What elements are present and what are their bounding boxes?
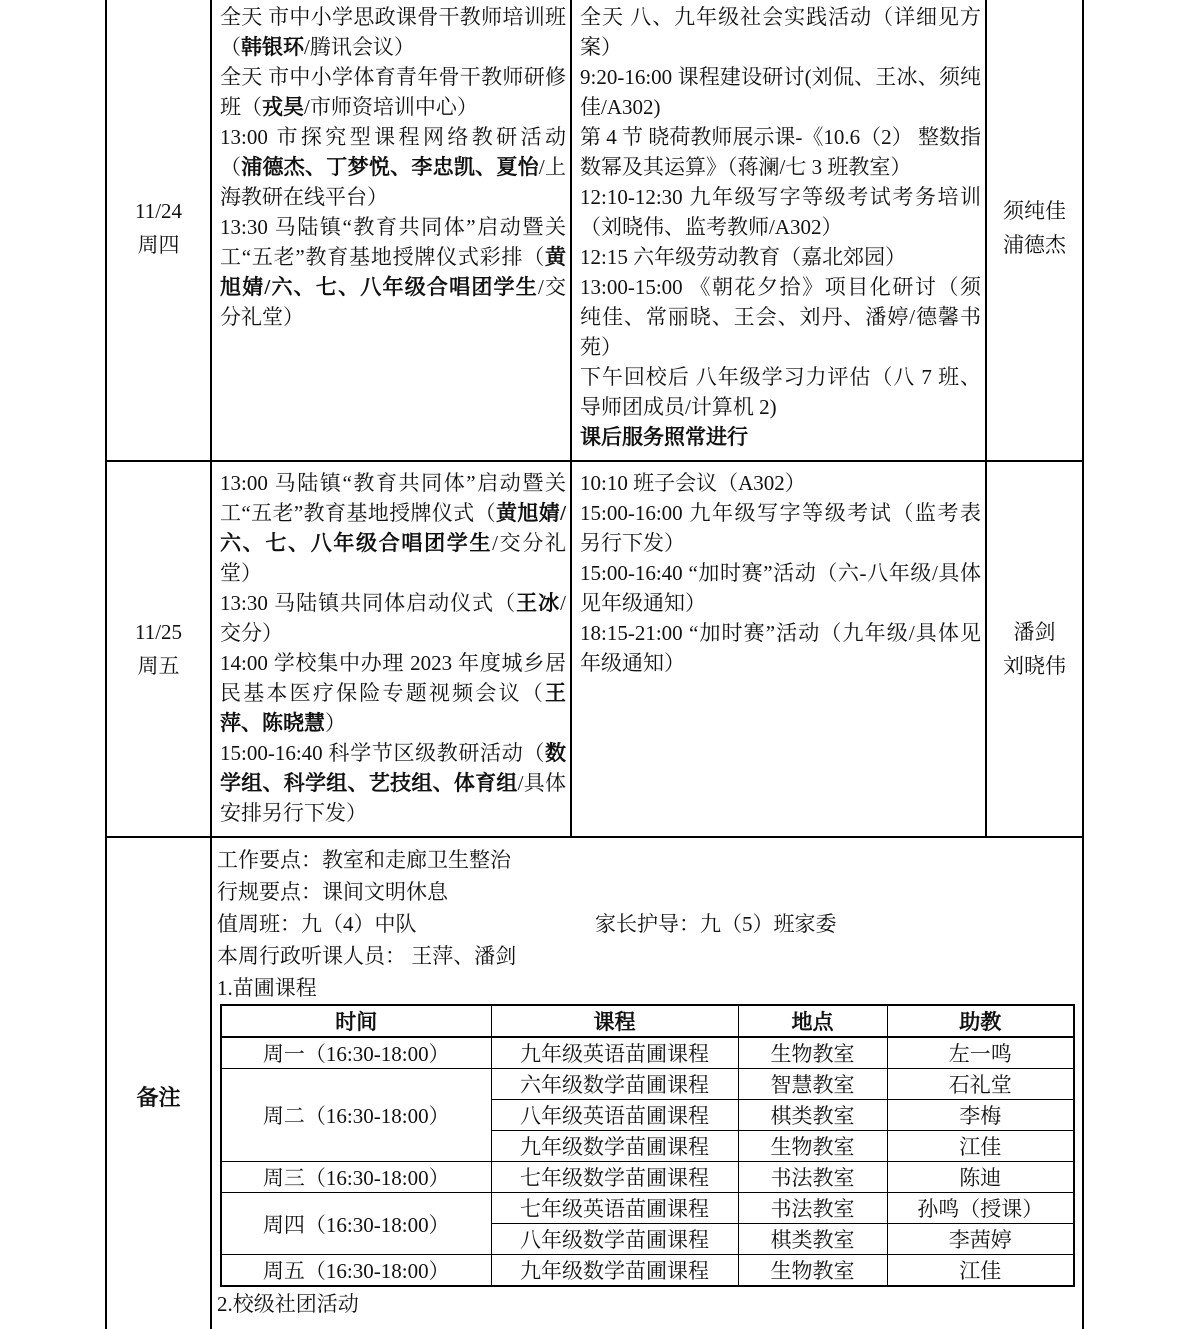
cell-course: 七年级数学苗圃课程 <box>491 1162 738 1193</box>
schedule-entry: 15:00-16:40 科学节区级教研活动（数学组、科学组、艺技组、体育组/具体安排另行下发） <box>220 741 566 825</box>
activities-column-2-thursday <box>572 0 987 460</box>
cell-assistant: 李茜婷 <box>887 1224 1074 1255</box>
cell-place: 棋类教室 <box>738 1224 887 1255</box>
header-time: 时间 <box>221 1005 491 1037</box>
cell-place: 生物教室 <box>738 1131 887 1162</box>
schedule-entry: 13:00-15:00 《朝花夕拾》项目化研讨（须纯佳、常丽晓、王会、刘丹、潘婷/德馨书苑） <box>580 275 981 359</box>
cell-course: 七年级英语苗圃课程 <box>491 1193 738 1224</box>
activities-column-2-friday <box>572 462 987 836</box>
date-cell-friday <box>107 462 212 836</box>
schedule-entry: 全天 八、九年级社会实践活动（详细见方案） <box>580 5 981 59</box>
duty-staff-cell-thursday <box>987 0 1082 460</box>
cell-time: 周二（16:30-18:00） <box>221 1069 491 1162</box>
cell-course: 九年级数学苗圃课程 <box>491 1131 738 1162</box>
schedule-entry: 13:30 马陆镇共同体启动仪式（王冰/交分） <box>220 591 566 645</box>
schedule-entry: 9:20-16:00 课程建设研讨(刘侃、王冰、须纯佳/A302) <box>580 65 981 119</box>
cell-assistant: 左一鸣 <box>887 1037 1074 1069</box>
schedule-entry: 全天 市中小学思政课骨干教师培训班（韩银环/腾讯会议） <box>220 5 566 59</box>
nursery-course-title: 1.苗圃课程 <box>217 976 317 1000</box>
cell-place: 书法教室 <box>738 1162 887 1193</box>
schedule-entry: 15:00-16:40 “加时赛”活动（六-八年级/具体见年级通知） <box>580 561 981 615</box>
cell-course: 八年级英语苗圃课程 <box>491 1100 738 1131</box>
note-work-point: 工作要点：教室和走廊卫生整治 <box>217 848 511 872</box>
cell-place: 棋类教室 <box>738 1100 887 1131</box>
header-place: 地点 <box>738 1005 887 1037</box>
table-row <box>221 1162 1074 1193</box>
notes-row <box>107 838 1082 1329</box>
duty-staff-cell-friday <box>987 462 1082 836</box>
duty-staff-name: 刘晓伟 <box>1003 654 1066 678</box>
notes-label-cell <box>107 838 212 1329</box>
nursery-header-row <box>221 1005 1074 1037</box>
note-duty-and-escort <box>217 908 1075 940</box>
cell-place: 智慧教室 <box>738 1069 887 1100</box>
date-cell-thursday <box>107 0 212 460</box>
header-assistant: 助教 <box>887 1005 1074 1037</box>
note-duty-class: 值周班：九（4）中队 <box>217 912 417 936</box>
activities-column-1-friday <box>212 462 572 836</box>
cell-time: 周三（16:30-18:00） <box>221 1162 491 1193</box>
schedule-entry: 课后服务照常进行 <box>580 425 748 449</box>
cell-assistant: 孙鸣（授课） <box>887 1193 1074 1224</box>
cell-assistant: 江佳 <box>887 1131 1074 1162</box>
cell-assistant: 江佳 <box>887 1255 1074 1287</box>
duty-staff-name: 浦德杰 <box>1003 233 1066 257</box>
cell-time: 周四（16:30-18:00） <box>221 1193 491 1255</box>
cell-time: 周一（16:30-18:00） <box>221 1037 491 1069</box>
cell-place: 生物教室 <box>738 1037 887 1069</box>
table-row <box>221 1069 1074 1100</box>
cell-place: 生物教室 <box>738 1255 887 1287</box>
schedule-entry: 14:00 学校集中办理 2023 年度城乡居民基本医疗保险专题视频会议（王萍、陈晓慧） <box>220 651 566 735</box>
schedule-entry: 全天 市中小学体育青年骨干教师研修班（戎昊/市师资培训中心） <box>220 65 566 119</box>
schedule-entry: 13:00 马陆镇“教育共同体”启动暨关工“五老”教育基地授牌仪式（黄旭婧/六、七、八年级合唱团学生/交分礼堂） <box>220 471 566 585</box>
schedule-entry: 12:15 六年级劳动教育（嘉北郊园） <box>580 245 907 269</box>
activities-column-1-thursday <box>212 0 572 460</box>
header-course: 课程 <box>491 1005 738 1037</box>
schedule-row-friday <box>107 462 1082 838</box>
note-parent-escort: 家长护导：九（5）班家委 <box>595 912 837 936</box>
cell-course: 九年级英语苗圃课程 <box>491 1037 738 1069</box>
table-row <box>221 1037 1074 1069</box>
cell-course: 六年级数学苗圃课程 <box>491 1069 738 1100</box>
nursery-course-table <box>220 1004 1075 1287</box>
cell-course: 八年级数学苗圃课程 <box>491 1224 738 1255</box>
weekly-schedule-table <box>105 0 1084 1329</box>
cell-place: 书法教室 <box>738 1193 887 1224</box>
cell-assistant: 石礼堂 <box>887 1069 1074 1100</box>
schedule-entry: 13:30 马陆镇“教育共同体”启动暨关工“五老”教育基地授牌仪式彩排（黄旭婧/六、七、八年级合唱团学生/交分礼堂） <box>220 215 566 329</box>
schedule-entry: 10:10 班子会议（A302） <box>580 471 806 495</box>
club-activity-title: 2.校级社团活动 <box>217 1292 359 1316</box>
cell-assistant: 李梅 <box>887 1100 1074 1131</box>
weekday-label: 周四 <box>137 233 180 257</box>
duty-staff-name: 潘剑 <box>1013 620 1056 644</box>
schedule-entry: 18:15-21:00 “加时赛”活动（九年级/具体见年级通知） <box>580 621 981 675</box>
schedule-entry: 13:00 市探究型课程网络教研活动（浦德杰、丁梦悦、李忠凯、夏怡/上海教研在线平台） <box>220 125 567 209</box>
duty-staff-name: 须纯佳 <box>1003 199 1066 223</box>
cell-time: 周五（16:30-18:00） <box>221 1255 491 1287</box>
note-conduct-point: 行规要点：课间文明休息 <box>217 880 448 904</box>
weekday-label: 周五 <box>137 654 180 678</box>
cell-assistant: 陈迪 <box>887 1162 1074 1193</box>
schedule-row-thursday <box>107 0 1082 462</box>
schedule-entry: 第 4 节 晓荷教师展示课-《10.6（2） 整数指数幂及其运算》（蒋澜/七 3 班教室） <box>580 125 981 179</box>
note-admin-listeners: 本周行政听课人员： 王萍、潘剑 <box>217 944 517 968</box>
date-value: 11/24 <box>134 199 183 223</box>
table-row <box>221 1193 1074 1224</box>
schedule-entry: 15:00-16:00 九年级写字等级考试（监考表另行下发） <box>580 501 981 555</box>
schedule-entry: 12:10-12:30 九年级写字等级考试考务培训（刘晓伟、监考教师/A302） <box>580 185 981 239</box>
date-value: 11/25 <box>134 620 183 644</box>
table-row <box>221 1255 1074 1287</box>
notes-content-cell <box>212 838 1083 1329</box>
cell-course: 九年级数学苗圃课程 <box>491 1255 738 1287</box>
schedule-entry: 下午回校后 八年级学习力评估（八 7 班、导师团成员/计算机 2) <box>580 365 981 419</box>
notes-label: 备注 <box>136 1085 181 1110</box>
